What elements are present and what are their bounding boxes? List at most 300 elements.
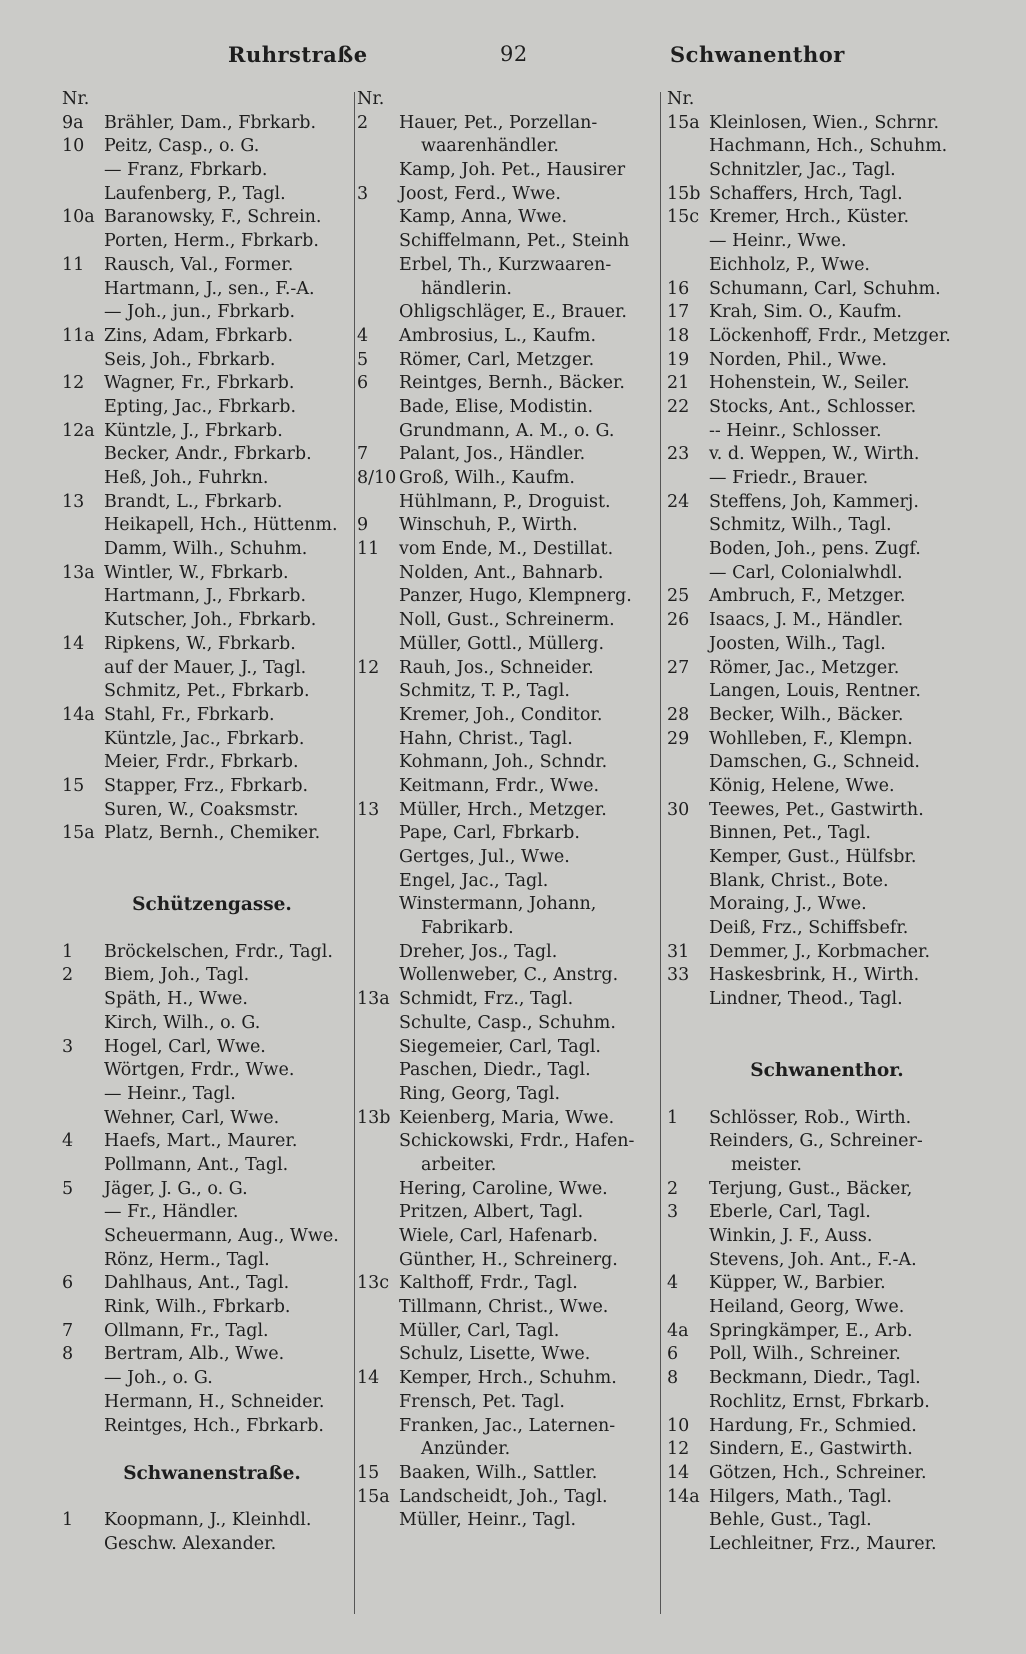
directory-entry bbox=[667, 728, 987, 752]
resident-entry: Hilgers, Math., Tagl. bbox=[709, 1486, 892, 1507]
resident-entry: Rönz, Herm., Tagl. bbox=[104, 1249, 270, 1270]
house-number: 15b bbox=[667, 183, 701, 204]
resident-entry: v. d. Weppen, W., Wirth. bbox=[709, 444, 920, 465]
directory-entry bbox=[357, 1391, 657, 1415]
house-number: 15c bbox=[667, 207, 700, 228]
house-number: 2 bbox=[62, 965, 74, 986]
resident-entry: Eberle, Carl, Tagl. bbox=[709, 1202, 871, 1223]
directory-entry bbox=[62, 206, 362, 230]
directory-entry bbox=[667, 1415, 987, 1439]
house-number: 1 bbox=[62, 941, 74, 962]
resident-entry: Kemper, Hrch., Schuhm. bbox=[399, 1368, 617, 1389]
resident-entry: Rausch, Val., Former. bbox=[104, 254, 294, 275]
directory-entry bbox=[357, 657, 657, 681]
directory-entry bbox=[62, 420, 362, 444]
house-number: 27 bbox=[667, 657, 690, 678]
directory-entry bbox=[62, 1225, 362, 1249]
resident-entry: Fabrikarb. bbox=[421, 918, 514, 939]
resident-entry: Römer, Carl, Metzger. bbox=[399, 349, 595, 370]
resident-entry: Engel, Jac., Tagl. bbox=[399, 870, 549, 891]
directory-entry bbox=[62, 1059, 362, 1083]
directory-entry bbox=[62, 657, 362, 681]
resident-entry: Schmitz, Pet., Fbrkarb. bbox=[104, 681, 310, 702]
directory-entry bbox=[667, 301, 987, 325]
house-number: 24 bbox=[667, 491, 690, 512]
house-number: 13b bbox=[357, 1107, 391, 1128]
resident-entry: Norden, Phil., Wwe. bbox=[709, 349, 887, 370]
directory-entry bbox=[667, 538, 987, 562]
resident-entry: Schulte, Casp., Schuhm. bbox=[399, 1012, 616, 1033]
directory-entry bbox=[357, 1415, 657, 1439]
house-number: 10 bbox=[62, 136, 85, 157]
resident-entry: Kalthoff, Frdr., Tagl. bbox=[399, 1273, 578, 1294]
resident-entry: Hardung, Fr., Schmied. bbox=[709, 1415, 917, 1436]
directory-entry bbox=[357, 609, 657, 633]
directory-entry bbox=[62, 443, 362, 467]
directory-entry bbox=[667, 1012, 987, 1036]
house-number: 15 bbox=[357, 1462, 380, 1483]
house-number: 3 bbox=[667, 1202, 679, 1223]
resident-entry: Deiß, Frz., Schiffsbefr. bbox=[709, 918, 909, 939]
resident-entry: Paschen, Diedr., Tagl. bbox=[399, 1060, 591, 1081]
house-number: 33 bbox=[667, 965, 690, 986]
resident-entry: Pape, Carl, Fbrkarb. bbox=[399, 823, 580, 844]
resident-entry: Haefs, Mart., Maurer. bbox=[104, 1131, 298, 1152]
resident-entry: Hauer, Pet., Porzellan- bbox=[399, 112, 598, 133]
house-number: 31 bbox=[667, 941, 690, 962]
resident-entry: Kamp, Anna, Wwe. bbox=[399, 207, 568, 228]
directory-entry bbox=[357, 1320, 657, 1344]
resident-entry: Götzen, Hch., Schreiner. bbox=[709, 1462, 927, 1483]
directory-entry bbox=[62, 325, 362, 349]
house-number: 11 bbox=[62, 254, 85, 275]
directory-entry bbox=[667, 159, 987, 183]
directory-entry bbox=[357, 183, 657, 207]
resident-entry: Laufenberg, P., Tagl. bbox=[104, 183, 286, 204]
directory-entry bbox=[62, 1036, 362, 1060]
resident-entry: Wollenweber, C., Anstrg. bbox=[399, 965, 619, 986]
directory-entry bbox=[62, 1201, 362, 1225]
resident-entry: Kremer, Hrch., Küster. bbox=[709, 207, 910, 228]
street-heading: Schützengasse. bbox=[132, 894, 292, 916]
directory-entry bbox=[667, 846, 987, 870]
resident-entry: Heikapell, Hch., Hüttenm. bbox=[104, 515, 338, 536]
street-heading: Schwanenthor. bbox=[750, 1060, 904, 1082]
house-number: 15a bbox=[357, 1486, 390, 1507]
directory-entry bbox=[667, 254, 987, 278]
directory-entry bbox=[357, 159, 657, 183]
resident-entry: Hermann, H., Schneider. bbox=[104, 1391, 325, 1412]
directory-entry bbox=[62, 301, 362, 325]
directory-entry bbox=[357, 562, 657, 586]
directory-entry bbox=[357, 1036, 657, 1060]
directory-entry bbox=[357, 420, 657, 444]
house-number: 9a bbox=[62, 112, 84, 133]
house-number: 22 bbox=[667, 396, 690, 417]
resident-entry: Tillmann, Christ., Wwe. bbox=[399, 1297, 609, 1318]
resident-entry: Schickowski, Frdr., Hafen- bbox=[399, 1131, 635, 1152]
house-number: 12 bbox=[62, 373, 85, 394]
house-number: 10a bbox=[62, 207, 95, 228]
directory-entry bbox=[357, 941, 657, 965]
resident-entry: Kleinlosen, Wien., Schrnr. bbox=[709, 112, 940, 133]
directory-entry bbox=[357, 751, 657, 775]
house-number: 7 bbox=[357, 444, 369, 465]
directory-entry bbox=[62, 1486, 362, 1510]
house-number: 6 bbox=[667, 1344, 679, 1365]
resident-entry: Heiland, Georg, Wwe. bbox=[709, 1297, 905, 1318]
directory-entry bbox=[62, 680, 362, 704]
house-number: Nr. bbox=[62, 89, 90, 109]
directory-entry bbox=[357, 491, 657, 515]
resident-entry: Brähler, Dam., Fbrkarb. bbox=[104, 112, 317, 133]
resident-entry: Suren, W., Coaksmstr. bbox=[104, 799, 299, 820]
resident-entry: Lindner, Theod., Tagl. bbox=[709, 989, 903, 1010]
column-2 bbox=[357, 88, 657, 1533]
directory-entry bbox=[667, 349, 987, 373]
directory-entry bbox=[357, 88, 657, 112]
directory-entry bbox=[357, 372, 657, 396]
directory-entry bbox=[667, 1130, 987, 1154]
resident-entry: Bröckelschen, Frdr., Tagl. bbox=[104, 941, 333, 962]
house-number: 12 bbox=[667, 1439, 690, 1460]
house-number: 3 bbox=[357, 183, 369, 204]
directory-entry bbox=[667, 751, 987, 775]
resident-entry: Stevens, Joh. Ant., F.-A. bbox=[709, 1249, 917, 1270]
directory-entry bbox=[357, 1107, 657, 1131]
resident-entry: Panzer, Hugo, Klempnerg. bbox=[399, 586, 632, 607]
resident-entry: Koopmann, J., Kleinhdl. bbox=[104, 1510, 312, 1531]
directory-entry bbox=[357, 1059, 657, 1083]
resident-entry: Franken, Jac., Laternen- bbox=[399, 1415, 616, 1436]
resident-entry: Seis, Joh., Fbrkarb. bbox=[104, 349, 276, 370]
house-number: 17 bbox=[667, 302, 690, 323]
directory-entry bbox=[357, 230, 657, 254]
house-number: 29 bbox=[667, 728, 690, 749]
directory-entry bbox=[62, 396, 362, 420]
resident-entry: Hahn, Christ., Tagl. bbox=[399, 728, 573, 749]
house-number: 14 bbox=[357, 1368, 380, 1389]
resident-entry: Schmidt, Frz., Tagl. bbox=[399, 989, 574, 1010]
resident-entry: Isaacs, J. M., Händler. bbox=[709, 610, 904, 631]
resident-entry: Wehner, Carl, Wwe. bbox=[104, 1107, 280, 1128]
resident-entry: Joosten, Wilh., Tagl. bbox=[709, 633, 886, 654]
resident-entry: Behle, Gust., Tagl. bbox=[709, 1510, 872, 1531]
resident-entry: Bertram, Alb., Wwe. bbox=[104, 1344, 285, 1365]
directory-entry bbox=[357, 1201, 657, 1225]
directory-entry bbox=[62, 775, 362, 799]
directory-entry bbox=[62, 870, 362, 894]
directory-entry bbox=[62, 278, 362, 302]
directory-entry bbox=[357, 799, 657, 823]
directory-entry bbox=[667, 633, 987, 657]
directory-entry bbox=[357, 822, 657, 846]
resident-entry: meister. bbox=[731, 1154, 802, 1175]
resident-entry: Peitz, Casp., o. G. bbox=[104, 136, 260, 157]
resident-entry: Hohenstein, W., Seiler. bbox=[709, 373, 910, 394]
resident-entry: — Joh., o. G. bbox=[104, 1368, 213, 1389]
directory-entry bbox=[667, 135, 987, 159]
house-number: 14 bbox=[62, 633, 85, 654]
resident-entry: Hachmann, Hch., Schuhm. bbox=[709, 136, 948, 157]
directory-entry bbox=[667, 1107, 987, 1131]
directory-entry bbox=[357, 112, 657, 136]
house-number: 23 bbox=[667, 444, 690, 465]
directory-entry bbox=[62, 1343, 362, 1367]
directory-entry bbox=[357, 396, 657, 420]
resident-entry: Krah, Sim. O., Kaufm. bbox=[709, 302, 902, 323]
directory-entry bbox=[62, 609, 362, 633]
resident-entry: Biem, Joh., Tagl. bbox=[104, 965, 250, 986]
directory-entry bbox=[667, 1509, 987, 1533]
directory-entry bbox=[667, 657, 987, 681]
directory-entry bbox=[62, 941, 362, 965]
resident-entry: Terjung, Gust., Bäcker, bbox=[709, 1178, 913, 1199]
directory-entry bbox=[357, 964, 657, 988]
resident-entry: Kemper, Gust., Hülfsbr. bbox=[709, 847, 917, 867]
directory-entry bbox=[357, 1343, 657, 1367]
running-head-left: Ruhrstraße bbox=[228, 42, 368, 67]
directory-entry bbox=[357, 301, 657, 325]
directory-entry bbox=[667, 988, 987, 1012]
directory-entry bbox=[62, 514, 362, 538]
resident-entry: Pollmann, Ant., Tagl. bbox=[104, 1154, 289, 1175]
house-number: Nr. bbox=[667, 89, 695, 109]
directory-entry bbox=[667, 704, 987, 728]
resident-entry: Moraing, J., Wwe. bbox=[709, 894, 867, 915]
resident-entry: Langen, Louis, Rentner. bbox=[709, 681, 921, 702]
house-number: Nr. bbox=[357, 89, 385, 109]
directory-entry bbox=[62, 562, 362, 586]
resident-entry: — Heinr., Wwe. bbox=[709, 231, 847, 252]
directory-entry bbox=[667, 325, 987, 349]
directory-entry bbox=[667, 206, 987, 230]
resident-entry: Baranowsky, F., Schrein. bbox=[104, 207, 322, 228]
directory-entry bbox=[357, 988, 657, 1012]
resident-entry: — Friedr., Brauer. bbox=[709, 468, 869, 488]
house-number: 4 bbox=[62, 1131, 74, 1152]
house-number: 13c bbox=[357, 1273, 390, 1294]
resident-entry: Kamp, Joh. Pet., Hausirer bbox=[399, 160, 626, 181]
directory-entry bbox=[62, 751, 362, 775]
resident-entry: -- Heinr., Schlosser. bbox=[709, 420, 882, 441]
resident-entry: Steffens, Joh, Kammerj. bbox=[709, 491, 919, 512]
directory-entry bbox=[62, 372, 362, 396]
directory-entry bbox=[667, 585, 987, 609]
house-number: 3 bbox=[62, 1036, 74, 1057]
house-number: 6 bbox=[357, 373, 369, 394]
directory-entry bbox=[667, 562, 987, 586]
resident-entry: Römer, Jac., Metzger. bbox=[709, 657, 900, 678]
resident-entry: Boden, Joh., pens. Zugf. bbox=[709, 539, 921, 560]
house-number: 15a bbox=[667, 112, 700, 133]
directory-entry bbox=[62, 1509, 362, 1533]
resident-entry: Wohlleben, F., Klempn. bbox=[709, 728, 913, 749]
directory-entry bbox=[667, 1343, 987, 1367]
resident-entry: Schlösser, Rob., Wirth. bbox=[709, 1107, 912, 1128]
house-number: 14a bbox=[62, 704, 95, 725]
resident-entry: Becker, Wilh., Bäcker. bbox=[709, 704, 904, 725]
directory-entry bbox=[667, 1225, 987, 1249]
resident-entry: Eichholz, P., Wwe. bbox=[709, 254, 870, 275]
resident-entry: Noll, Gust., Schreinerm. bbox=[399, 610, 615, 631]
resident-entry: Demmer, J., Korbmacher. bbox=[709, 941, 931, 962]
resident-entry: Reintges, Bernh., Bäcker. bbox=[399, 373, 625, 394]
directory-entry bbox=[667, 1462, 987, 1486]
directory-entry bbox=[62, 1533, 362, 1557]
directory-entry bbox=[62, 1107, 362, 1131]
resident-entry: Hartmann, J., sen., F.-A. bbox=[104, 278, 315, 299]
house-number: 10 bbox=[667, 1415, 690, 1436]
directory-entry bbox=[667, 514, 987, 538]
directory-entry bbox=[667, 893, 987, 917]
resident-entry: händlerin. bbox=[421, 278, 512, 299]
directory-entry bbox=[357, 1438, 657, 1462]
resident-entry: Späth, H., Wwe. bbox=[104, 989, 248, 1010]
resident-entry: Dreher, Jos., Tagl. bbox=[399, 941, 558, 962]
resident-entry: Porten, Herm., Fbrkarb. bbox=[104, 231, 319, 252]
resident-entry: waarenhändler. bbox=[421, 136, 559, 157]
house-number: 14a bbox=[667, 1486, 700, 1507]
directory-entry bbox=[357, 704, 657, 728]
resident-entry: auf der Mauer, J., Tagl. bbox=[104, 657, 307, 678]
directory-entry bbox=[667, 1438, 987, 1462]
directory-entry bbox=[667, 1486, 987, 1510]
resident-entry: Dahlhaus, Ant., Tagl. bbox=[104, 1273, 290, 1294]
resident-entry: Reintges, Hch., Fbrkarb. bbox=[104, 1415, 324, 1436]
resident-entry: Ripkens, W., Fbrkarb. bbox=[104, 633, 296, 654]
directory-entry bbox=[667, 420, 987, 444]
resident-entry: Hogel, Carl, Wwe. bbox=[104, 1036, 266, 1057]
resident-entry: Poll, Wilh., Schreiner. bbox=[709, 1344, 901, 1365]
directory-entry bbox=[667, 1272, 987, 1296]
resident-entry: Stahl, Fr., Fbrkarb. bbox=[104, 704, 275, 725]
resident-entry: Groß, Wilh., Kaufm. bbox=[399, 468, 575, 488]
resident-entry: Müller, Gottl., Müllerg. bbox=[399, 633, 605, 654]
resident-entry: Stapper, Frz., Fbrkarb. bbox=[104, 775, 309, 796]
directory-entry bbox=[62, 917, 362, 941]
directory-entry bbox=[357, 585, 657, 609]
resident-entry: Pritzen, Albert, Tagl. bbox=[399, 1202, 584, 1223]
house-number: 12 bbox=[357, 657, 380, 678]
resident-entry: Nolden, Ant., Bahnarb. bbox=[399, 562, 604, 583]
directory-entry bbox=[357, 728, 657, 752]
directory-entry bbox=[62, 1012, 362, 1036]
resident-entry: Haskesbrink, H., Wirth. bbox=[709, 965, 920, 986]
directory-entry bbox=[62, 1391, 362, 1415]
directory-entry bbox=[62, 1083, 362, 1107]
column-rule bbox=[660, 92, 661, 1614]
directory-entry bbox=[62, 1249, 362, 1273]
resident-entry: Geschw. Alexander. bbox=[104, 1533, 277, 1554]
resident-entry: Schmitz, T. P., Tagl. bbox=[399, 681, 570, 702]
directory-entry bbox=[357, 349, 657, 373]
directory-entry bbox=[357, 1083, 657, 1107]
resident-entry: Anzünder. bbox=[421, 1439, 511, 1460]
running-head-right: Schwanenthor bbox=[670, 42, 845, 67]
directory-entry bbox=[667, 467, 987, 491]
resident-entry: Schiffelmann, Pet., Steinh bbox=[399, 231, 630, 252]
resident-entry: Wintler, W., Fbrkarb. bbox=[104, 562, 289, 583]
directory-entry bbox=[357, 1367, 657, 1391]
directory-entry bbox=[357, 870, 657, 894]
resident-entry: Sindern, E., Gastwirth. bbox=[709, 1439, 913, 1460]
directory-entry bbox=[62, 728, 362, 752]
resident-entry: Becker, Andr., Fbrkarb. bbox=[104, 444, 312, 465]
resident-entry: Rauh, Jos., Schneider. bbox=[399, 657, 594, 678]
resident-entry: — Joh., jun., Fbrkarb. bbox=[104, 302, 296, 323]
resident-entry: Damm, Wilh., Schuhm. bbox=[104, 539, 308, 560]
resident-entry: Bade, Elise, Modistin. bbox=[399, 396, 594, 417]
directory-entry bbox=[62, 1415, 362, 1439]
directory-entry bbox=[62, 1272, 362, 1296]
resident-entry: Schaffers, Hrch, Tagl. bbox=[709, 183, 903, 204]
directory-entry bbox=[357, 254, 657, 278]
directory-entry bbox=[62, 467, 362, 491]
resident-entry: Siegemeier, Carl, Tagl. bbox=[399, 1036, 601, 1057]
directory-entry bbox=[62, 491, 362, 515]
house-number: 26 bbox=[667, 610, 690, 631]
resident-entry: Grundmann, A. M., o. G. bbox=[399, 420, 615, 441]
house-number: 5 bbox=[62, 1178, 74, 1199]
directory-entry bbox=[62, 1154, 362, 1178]
house-number: 6 bbox=[62, 1273, 74, 1294]
directory-entry bbox=[357, 1486, 657, 1510]
house-number: 19 bbox=[667, 349, 690, 370]
resident-entry: Schmitz, Wilh., Tagl. bbox=[709, 515, 892, 536]
directory-entry bbox=[667, 680, 987, 704]
house-number: 5 bbox=[357, 349, 369, 370]
directory-entry bbox=[62, 846, 362, 870]
directory-entry bbox=[62, 254, 362, 278]
directory-entry bbox=[62, 1130, 362, 1154]
directory-entry bbox=[62, 822, 362, 846]
directory-entry bbox=[62, 1320, 362, 1344]
directory-entry bbox=[667, 1249, 987, 1273]
resident-entry: Springkämper, E., Arb. bbox=[709, 1320, 913, 1341]
column-1 bbox=[62, 88, 362, 1557]
directory-entry bbox=[667, 112, 987, 136]
resident-entry: Küntzle, Jac., Fbrkarb. bbox=[104, 728, 305, 749]
directory-entry bbox=[357, 538, 657, 562]
directory-entry bbox=[62, 1367, 362, 1391]
resident-entry: Lechleitner, Frz., Maurer. bbox=[709, 1533, 937, 1554]
resident-entry: Teewes, Pet., Gastwirth. bbox=[709, 799, 924, 820]
resident-entry: Ollmann, Fr., Tagl. bbox=[104, 1320, 269, 1341]
resident-entry: — Fr., Händler. bbox=[104, 1202, 239, 1223]
directory-entry bbox=[62, 88, 362, 112]
column-3 bbox=[667, 88, 987, 1557]
directory-entry bbox=[667, 491, 987, 515]
resident-entry: Binnen, Pet., Tagl. bbox=[709, 823, 871, 844]
resident-entry: Scheuermann, Aug., Wwe. bbox=[104, 1226, 339, 1246]
directory-entry bbox=[357, 775, 657, 799]
directory-entry bbox=[667, 775, 987, 799]
resident-entry: Platz, Bernh., Chemiker. bbox=[104, 823, 321, 844]
directory-entry bbox=[62, 183, 362, 207]
resident-entry: Damschen, G., Schneid. bbox=[709, 752, 920, 773]
resident-entry: — Franz, Fbrkarb. bbox=[104, 160, 268, 181]
resident-entry: Winkin, J. F., Auss. bbox=[709, 1226, 873, 1246]
directory-entry bbox=[357, 1225, 657, 1249]
resident-entry: Schumann, Carl, Schuhm. bbox=[709, 278, 941, 299]
resident-entry: Frensch, Pet. Tagl. bbox=[399, 1391, 565, 1412]
house-number: 1 bbox=[667, 1107, 679, 1128]
resident-entry: Küntzle, J., Fbrkarb. bbox=[104, 420, 283, 441]
house-number: 18 bbox=[667, 325, 690, 346]
directory-entry bbox=[62, 799, 362, 823]
directory-entry bbox=[357, 1012, 657, 1036]
